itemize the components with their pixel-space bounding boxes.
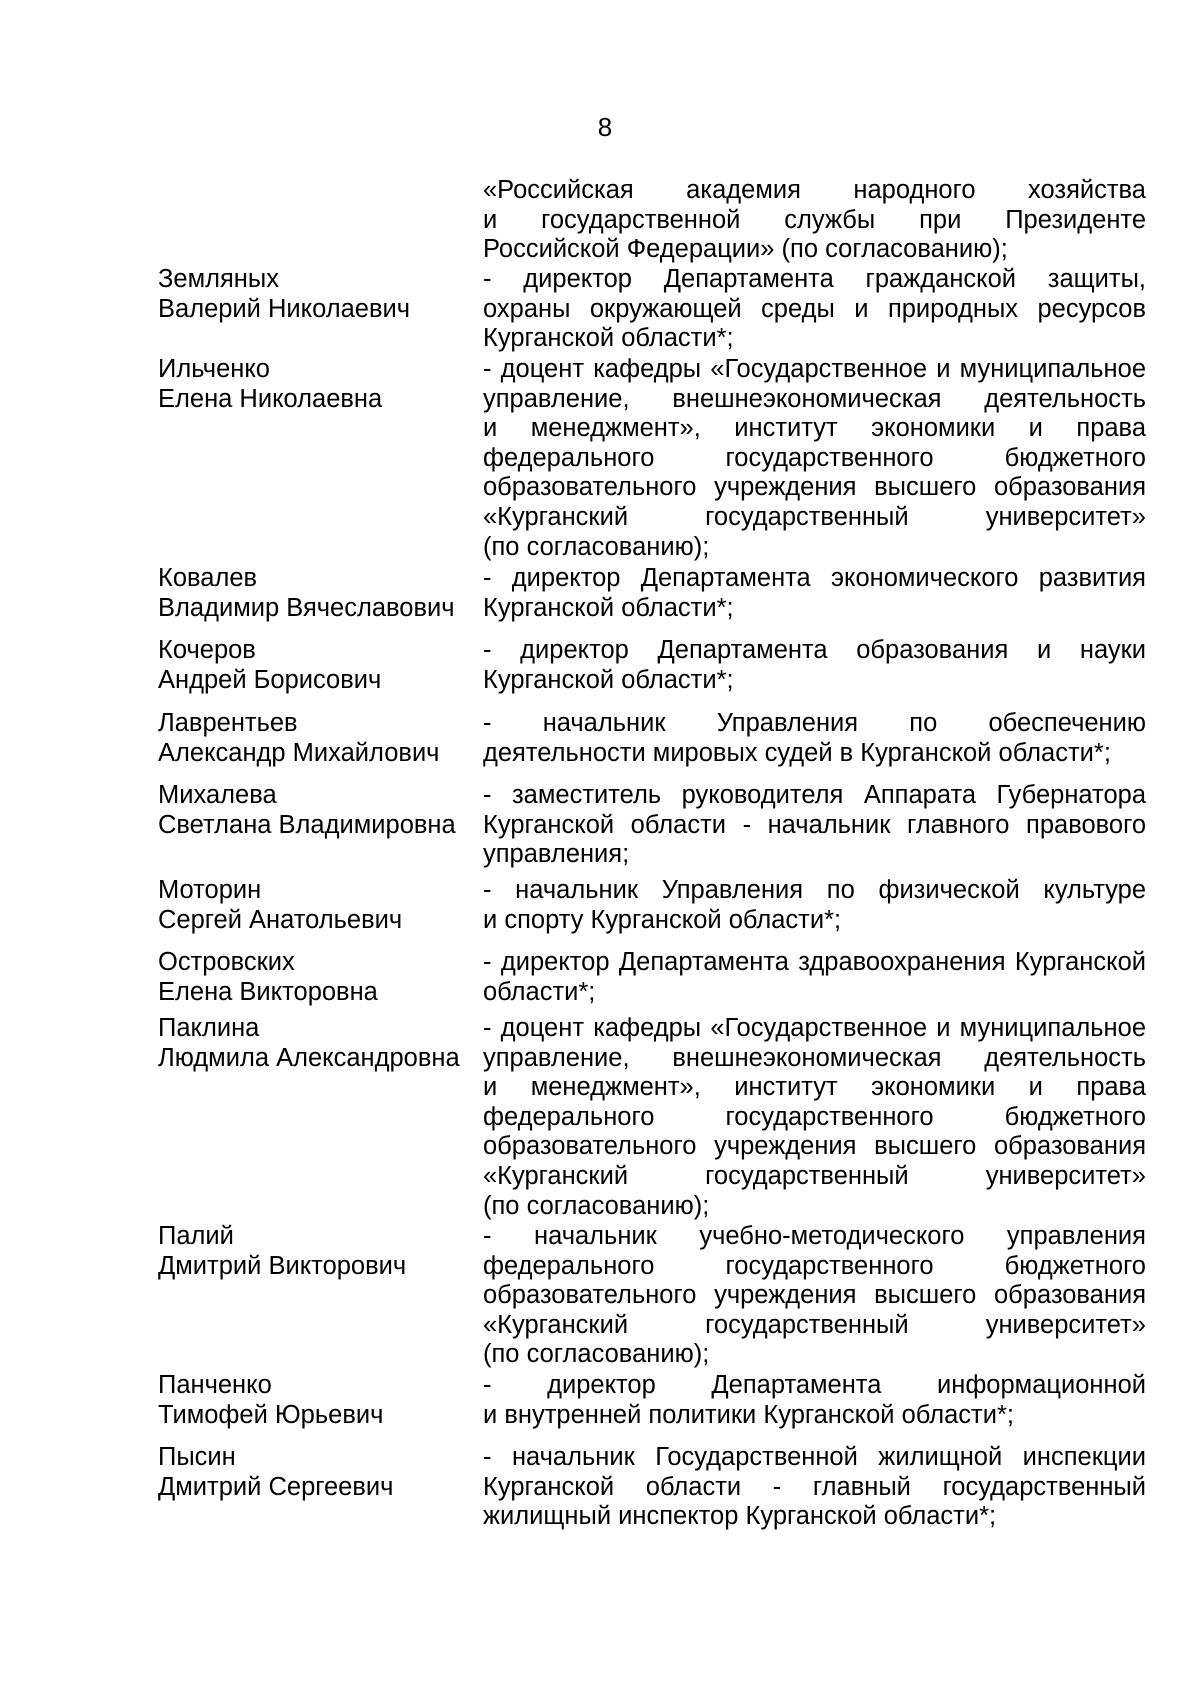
position-line: «Курганский государственный университет» — [483, 1161, 1146, 1190]
member-name — [158, 1371, 476, 1430]
position-line: образовательного учреждения высшего образования — [483, 1281, 1146, 1310]
page-number: 8 — [597, 112, 613, 142]
member-position — [483, 1014, 1146, 1221]
position-line: охраны окружающей среды и природных ресурсов — [483, 294, 1146, 323]
member-surname: Лаврентьев — [158, 709, 298, 737]
position-line: - доцент кафедры «Государственное и муниципальное — [483, 1014, 1146, 1042]
member-given-name: Андрей Борисович — [158, 665, 382, 694]
position-line: - директор Департамента образования и науки — [483, 636, 1146, 664]
position-line: и внутренней политики Курганской области*; — [483, 1400, 1014, 1429]
member-name — [158, 564, 476, 623]
position-line: области*; — [483, 977, 596, 1006]
member-surname: Пысин — [158, 1443, 236, 1471]
member-given-name: Елена Викторовна — [158, 977, 378, 1006]
position-line: управление, внешнеэкономическая деятельность — [483, 1043, 1146, 1072]
position-line: - заместитель руководителя Аппарата Губернатора — [483, 781, 1146, 809]
member-name — [158, 876, 476, 935]
position-line: Курганской области*; — [483, 665, 734, 694]
member-position — [483, 355, 1146, 562]
member-surname: Палий — [158, 1222, 234, 1250]
position-line: и спорту Курганской области*; — [483, 905, 842, 934]
position-line: (по согласованию); — [483, 1191, 710, 1220]
member-name — [158, 1222, 476, 1281]
member-given-name: Дмитрий Сергеевич — [158, 1472, 394, 1501]
member-surname: Михалева — [158, 781, 277, 809]
position-line: (по согласованию); — [483, 532, 710, 561]
member-surname: Кочеров — [158, 636, 256, 664]
position-line: образовательного учреждения высшего образования — [483, 473, 1146, 502]
position-line: управление, внешнеэкономическая деятельность — [483, 384, 1146, 413]
position-line: - начальник Управления по физической культуре — [483, 876, 1146, 904]
member-name — [158, 1443, 476, 1502]
position-line: деятельности мировых судей в Курганской области*; — [483, 738, 1111, 767]
member-position — [483, 1222, 1146, 1370]
position-line: Курганской области*; — [483, 593, 734, 622]
position-line: «Курганский государственный университет» — [483, 502, 1146, 531]
member-given-name: Александр Михайлович — [158, 738, 440, 767]
member-surname: Ильченко — [158, 355, 270, 383]
member-position — [483, 781, 1146, 870]
position-line: «Курганский государственный университет» — [483, 1310, 1146, 1339]
member-surname: Паклина — [158, 1014, 260, 1042]
position-line: - начальник учебно-методического управления — [483, 1222, 1146, 1250]
intro-description — [483, 176, 1146, 265]
position-line: (по согласованию); — [483, 1340, 710, 1369]
member-position — [483, 636, 1146, 695]
position-line: - директор Департамента здравоохранения Курганской — [483, 948, 1146, 976]
member-position — [483, 948, 1146, 1007]
position-line: Курганской области*; — [483, 324, 734, 353]
position-line: федерального государственного бюджетного — [483, 1251, 1146, 1280]
position-line: образовательного учреждения высшего образования — [483, 1132, 1146, 1161]
member-given-name: Дмитрий Викторович — [158, 1251, 407, 1280]
position-line: - директор Департамента информационной — [483, 1371, 1146, 1399]
position-line: - директор Департамента экономического развития — [483, 564, 1146, 592]
member-name — [158, 355, 476, 414]
position-line: Курганской области - главный государственный — [483, 1472, 1146, 1501]
position-line: Курганской области - начальник главного правового — [483, 810, 1146, 839]
member-surname: Островских — [158, 948, 295, 976]
intro-line: и государственной службы при Президенте — [483, 205, 1146, 234]
intro-line: Российской Федерации» (по согласованию); — [483, 235, 1008, 264]
member-name — [158, 636, 476, 695]
member-position — [483, 709, 1146, 768]
member-surname: Земляных — [158, 265, 279, 293]
member-given-name: Людмила Александровна — [158, 1043, 460, 1072]
member-given-name: Тимофей Юрьевич — [158, 1400, 384, 1429]
position-line: - директор Департамента гражданской защиты, — [483, 265, 1146, 293]
member-name — [158, 948, 476, 1007]
member-name — [158, 1014, 476, 1073]
member-name — [158, 781, 476, 840]
intro-line: «Российская академия народного хозяйства — [483, 176, 1146, 204]
member-given-name: Светлана Владимировна — [158, 810, 456, 839]
member-given-name: Сергей Анатольевич — [158, 905, 403, 934]
position-line: и менеджмент», институт экономики и права — [483, 414, 1146, 443]
member-name — [158, 265, 476, 324]
member-surname: Ковалев — [158, 564, 258, 592]
member-given-name: Владимир Вячеславович — [158, 593, 455, 622]
member-given-name: Валерий Николаевич — [158, 294, 411, 323]
member-surname: Панченко — [158, 1371, 272, 1399]
position-line: федерального государственного бюджетного — [483, 1102, 1146, 1131]
member-position — [483, 564, 1146, 623]
position-line: - начальник Государственной жилищной инспекции — [483, 1443, 1146, 1471]
position-line: жилищный инспектор Курганской области*; — [483, 1502, 997, 1531]
member-position — [483, 1443, 1146, 1532]
member-given-name: Елена Николаевна — [158, 384, 383, 413]
position-line: - начальник Управления по обеспечению — [483, 709, 1146, 737]
member-surname: Моторин — [158, 876, 262, 904]
position-line: федерального государственного бюджетного — [483, 443, 1146, 472]
position-line: управления; — [483, 840, 630, 869]
position-line: - доцент кафедры «Государственное и муниципальное — [483, 355, 1146, 383]
member-name — [158, 709, 476, 768]
member-position — [483, 265, 1146, 354]
position-line: и менеджмент», институт экономики и права — [483, 1073, 1146, 1102]
member-position — [483, 876, 1146, 935]
member-position — [483, 1371, 1146, 1430]
